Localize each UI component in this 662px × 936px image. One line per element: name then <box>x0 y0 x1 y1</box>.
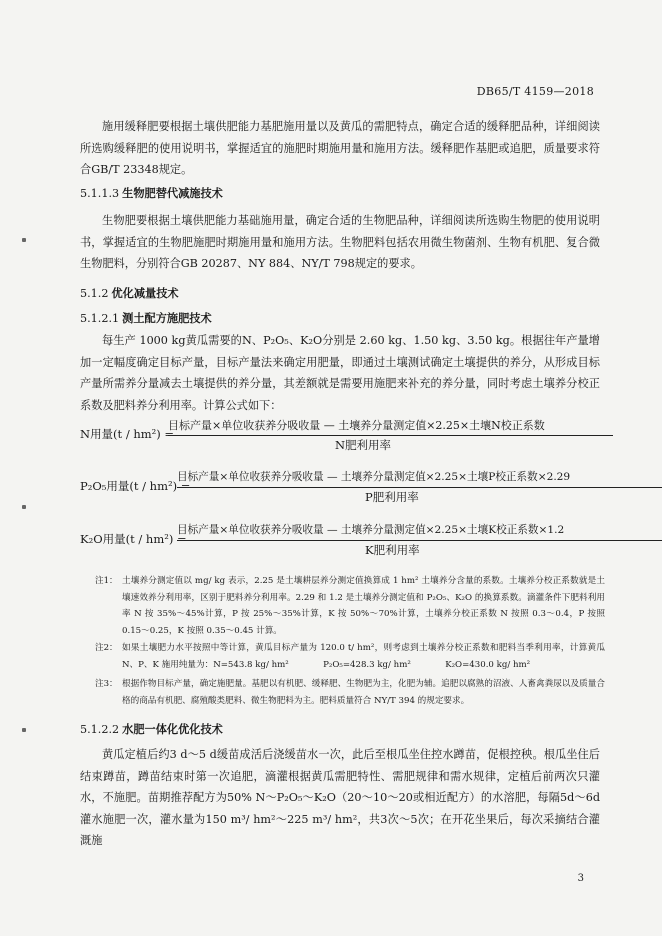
heading-number: 5.1.1.3 <box>80 187 120 200</box>
heading-title: 优化减量技术 <box>111 287 179 300</box>
fraction-bar <box>177 487 662 488</box>
fraction-bar <box>177 540 662 541</box>
paragraph-slow-release-fertilizer: 施用缓释肥要根据土壤供肥能力基肥施用量以及黄瓜的需肥特点，确定合适的缓释肥品种，详细阅读所选购缓释肥的使用说明书，掌握适宜的施肥时期施用量和施用方法。缓释肥作基肥或追肥，质量要求符合GB/T 23348规定。 <box>80 120 600 176</box>
scan-speck <box>22 505 26 509</box>
note-text: 如果土壤肥力水平按照中等计算，黄瓜目标产量为 120.0 t/ hm²，则考虑到土壤养分校正系数和肥料当季利用率，计算黄瓜 N、P、K 施用纯量为：N=543.8 kg/ hm² P₂O₅=428.3 kg/ hm² K₂O=430.0 kg/ hm² <box>122 643 605 670</box>
heading-5-1-1-3 <box>80 185 223 201</box>
note-2 <box>95 640 605 673</box>
note-tag: 注1： <box>95 576 118 586</box>
formula-numerator: 目标产量×单位收获养分吸收量 — 土壤养分量测定值×2.25×土壤K校正系数×1.2 <box>177 524 565 536</box>
page-number: 3 <box>577 873 584 884</box>
note-text: 根据作物目标产量，确定施肥量。基肥以有机肥、缓释肥、生物肥为主，化肥为辅。追肥以腐熟的沼液、人畜禽粪尿以及质量合格的商品有机肥、腐殖酸类肥料、微生物肥料为主。肥料质量符合 NY/T 394 的规定要求。 <box>122 679 605 706</box>
formula-lhs: N用量(t / hm²) = <box>80 427 175 441</box>
heading-5-1-2-1 <box>80 310 212 326</box>
fraction-bar <box>168 435 613 436</box>
heading-number: 5.1.2 <box>80 287 109 300</box>
formula-denominator: K肥利用率 <box>365 543 420 557</box>
formula-denominator: N肥利用率 <box>335 438 392 452</box>
heading-5-1-2-2 <box>80 721 223 737</box>
document-code: DB65/T 4159—2018 <box>476 85 594 98</box>
formula-n <box>80 417 620 457</box>
paragraph-bio-fertilizer: 生物肥要根据土壤供肥能力基础施用量，确定合适的生物肥品种，详细阅读所选购生物肥的使用说明书，掌握适宜的生物肥施肥时期施用量和施用方法。生物肥料包括农用微生物菌剂、生物有机肥、复合微生物肥料，分别符合GB 20287、NY 884、NY/T 798规定的要求。 <box>80 214 600 270</box>
note-tag: 注2： <box>95 643 118 653</box>
formula-lhs: K₂O用量(t / hm²) = <box>80 532 187 546</box>
paragraph-fertigation: 黄瓜定植后约3 d～5 d缓苗成活后浇缓苗水一次，此后至根瓜坐住控水蹲苗，促根控秧。根瓜坐住后结束蹲苗，蹲苗结束时第一次追肥，滴灌根据黄瓜需肥特性、需肥规律和需水规律，定植后前两次只灌水，不施肥。苗期推荐配方为50% N～P₂O₅～K₂O（20～10～20或相近配方）的水溶肥，每隔5d～6d灌水施肥一次，灌水量为150 m³/ hm²～225 m³/ hm²，共3次～5次；在开花坐果后，每次采摘结合灌溉施 <box>80 748 600 847</box>
formula-numerator: 目标产量×单位收获养分吸收量 — 土壤养分量测定值×2.25×土壤P校正系数×2.29 <box>177 471 571 483</box>
note-3 <box>95 676 605 709</box>
formula-denominator: P肥利用率 <box>365 490 419 504</box>
heading-title: 水肥一体化优化技术 <box>122 723 223 736</box>
heading-title: 生物肥替代减施技术 <box>122 187 223 200</box>
heading-5-1-2 <box>80 285 179 301</box>
note-text: 土壤养分测定值以 mg/ kg 表示，2.25 是土壤耕层养分测定值换算成 1 hm² 土壤养分含量的系数。土壤养分校正系数就是土壤速效养分利用率，区别于肥料养分利用率。2.29 和 1.2 是土壤养分测定值和 P₂O₅、K₂O 的换算系数。滴灌条件下肥料利用率 N 按 35%～45%计算，P 按 25%～35%计算，K 按 50%～70%计算，土壤养分校正系数 N 按照 0.3～0.4，P 按照 0.15～0.25，K 按照 0.35～0.45 计算。 <box>122 576 605 636</box>
scan-speck <box>22 728 26 732</box>
heading-number: 5.1.2.2 <box>80 723 120 736</box>
scan-speck <box>22 238 26 242</box>
heading-title: 测土配方施肥技术 <box>122 312 212 325</box>
note-tag: 注3： <box>95 679 118 689</box>
note-1 <box>95 573 605 639</box>
paragraph-soil-test-formula: 每生产 1000 kg黄瓜需要的N、P₂O₅、K₂O分别是 2.60 kg、1.50 kg、3.50 kg。根据往年产量增加一定幅度确定目标产量，目标产量法来确定用肥量，即通过土壤测试确定土壤提供的养分，从形成目标产量所需养分量减去土壤提供的养分量，其差额就是需要用施肥来补充的养分量，同时考虑土壤养分校正系数及肥料养分利用率。计算公式如下： <box>80 334 600 412</box>
formula-k2o <box>80 522 620 562</box>
formula-numerator: 目标产量×单位收获养分吸收量 — 土壤养分量测定值×2.25×土壤N校正系数 <box>168 419 545 432</box>
formula-lhs: P₂O₅用量(t / hm²) = <box>80 479 191 493</box>
heading-number: 5.1.2.1 <box>80 312 120 325</box>
formula-p2o5 <box>80 469 620 509</box>
